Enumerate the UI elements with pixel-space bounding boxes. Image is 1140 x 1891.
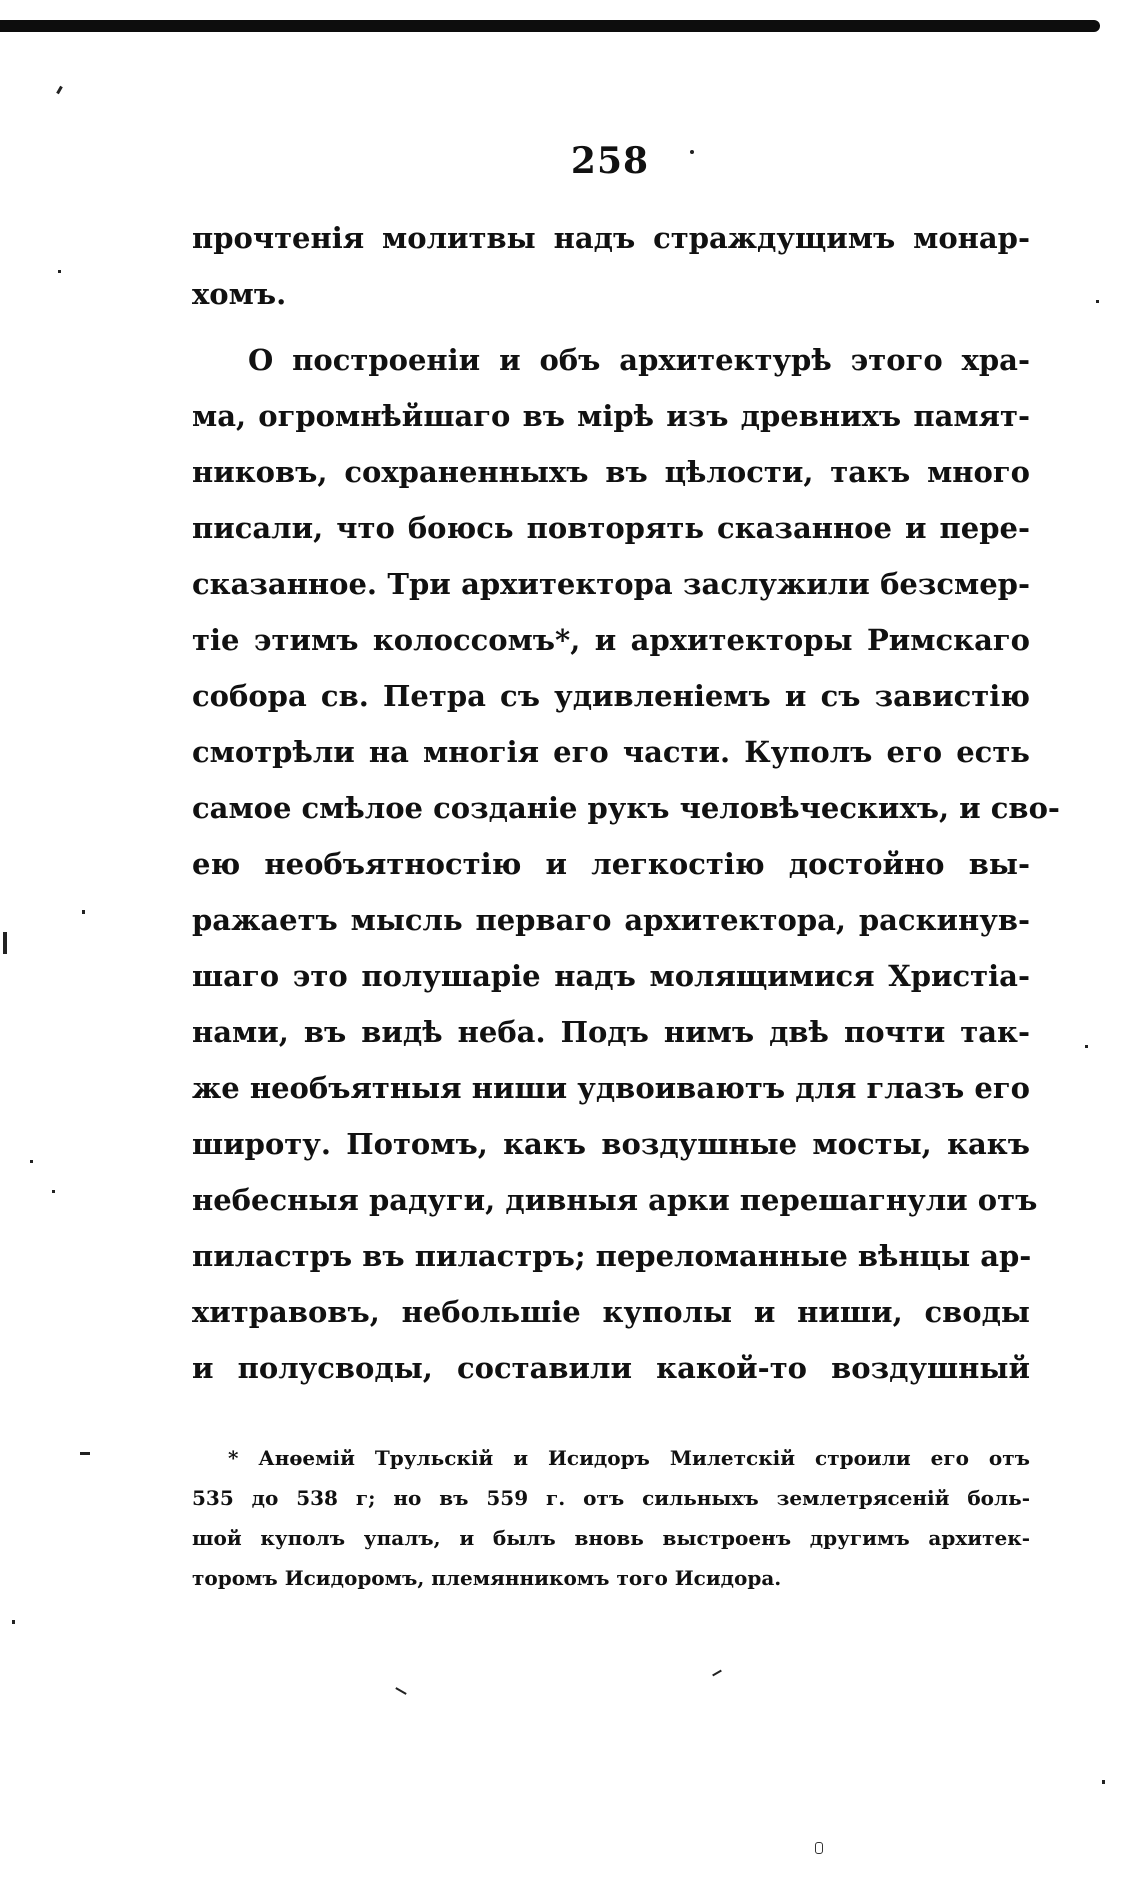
footnote	[192, 1438, 1030, 1598]
text-line: прочтенія молитвы надъ страждущимъ монар-	[192, 221, 1030, 255]
footnote-line: * Анѳемій Трульскій и Исидоръ Милетскій строили его отъ	[228, 1446, 1030, 1470]
text-line: смотрѣли на многія его части. Куполъ его есть	[192, 735, 1030, 769]
text-line: ма, огромнѣйшаго въ мірѣ изъ древнихъ памят-	[192, 399, 1030, 433]
text-line: хомъ.	[192, 277, 287, 311]
text-line: ею необъятностію и легкостію достойно вы-	[192, 847, 1030, 881]
text-line: широту. Потомъ, какъ воздушные мосты, какъ	[192, 1127, 1030, 1161]
footnote-line: 535 до 538 г; но въ 559 г. отъ сильныхъ землетрясеній боль-	[192, 1486, 1030, 1510]
scan-speck	[80, 1452, 90, 1455]
scan-speck	[395, 1687, 406, 1695]
scan-speck	[82, 910, 85, 914]
scan-speck	[52, 1190, 55, 1193]
text-line: шаго это полушаріе надъ молящимися Христіа-	[192, 959, 1030, 993]
scan-speck	[58, 270, 61, 273]
top-border-rule	[0, 20, 1100, 32]
scan-speck	[1085, 1045, 1088, 1048]
text-line: пиластръ въ пиластръ; переломанные вѣнцы ар-	[192, 1239, 1032, 1273]
scan-speck	[712, 1670, 722, 1677]
text-line: небесныя радуги, дивныя арки перешагнули отъ	[192, 1183, 1038, 1217]
footnote-line: торомъ Исидоромъ, племянникомъ того Исидора.	[192, 1566, 782, 1590]
scan-speck	[1096, 300, 1099, 303]
text-line: никовъ, сохраненныхъ въ цѣлости, такъ много	[192, 455, 1030, 489]
scan-speck	[690, 150, 694, 154]
text-line: сказанное. Три архитектора заслужили безсмер-	[192, 567, 1030, 601]
footnote-line: шой куполъ упалъ, и былъ вновь выстроенъ другимъ архитек-	[192, 1526, 1030, 1550]
text-line: самое смѣлое созданіе рукъ человѣческихъ, и сво-	[192, 791, 1060, 825]
text-line: и полусводы, составили какой-то воздушный	[192, 1351, 1030, 1385]
text-line: хитравовъ, небольшіе куполы и ниши, своды	[192, 1295, 1030, 1329]
scan-speck	[30, 1160, 33, 1163]
text-line: же необъятныя ниши удвоиваютъ для глазъ его	[192, 1071, 1030, 1105]
text-line: писали, что боюсь повторять сказанное и пере-	[192, 511, 1030, 545]
text-line: тіе этимъ колоссомъ*, и архитекторы Римскаго	[192, 623, 1030, 657]
text-line: ражаетъ мысль перваго архитектора, раскинув-	[192, 903, 1030, 937]
page-number: 258	[570, 140, 650, 182]
main-text	[192, 210, 1060, 1396]
text-line: собора св. Петра съ удивленіемъ и съ завистію	[192, 679, 1030, 713]
text-line: нами, въ видѣ неба. Подъ нимъ двѣ почти так-	[192, 1015, 1030, 1049]
text-line: О построеніи и объ архитектурѣ этого хра-	[248, 343, 1030, 377]
scan-speck	[3, 932, 7, 954]
scan-speck	[56, 86, 63, 94]
scan-speck	[815, 1842, 823, 1854]
scan-speck	[12, 1620, 15, 1624]
scan-speck	[1102, 1780, 1105, 1784]
